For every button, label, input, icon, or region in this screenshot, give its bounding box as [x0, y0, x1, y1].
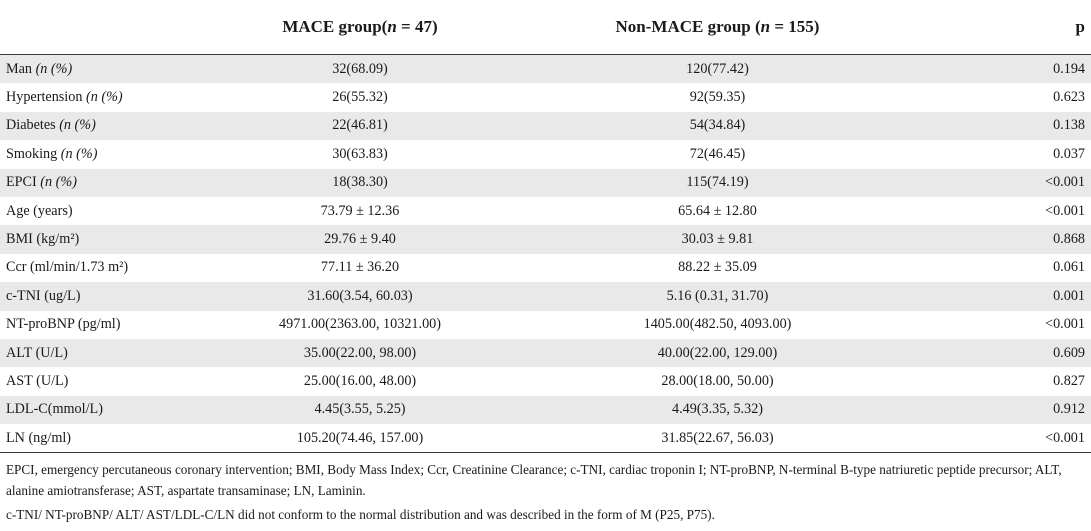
non-mace-value: 1405.00(482.50, 4093.00) — [530, 311, 905, 339]
row-label — [0, 311, 190, 339]
table-header — [0, 0, 1091, 55]
row-label — [0, 339, 190, 367]
footnote-abbreviations: EPCI, emergency percutaneous coronary intervention; BMI, Body Mass Index; Ccr, Creatinine Clearance; c-TNI, cardiac troponin I; NT-proBNP, N-terminal B-type natriuretic peptide precursor; ALT, alanine amiotransferase; AST, aspartate transaminase; LN, Laminin. — [6, 462, 1062, 498]
table-row — [0, 311, 1091, 339]
row-label-text: Hypertension — [6, 89, 83, 106]
table-row — [0, 282, 1091, 310]
p-value: <0.001 — [905, 311, 1091, 339]
mace-value: 4.45(3.55, 5.25) — [190, 396, 530, 424]
row-label-text: BMI (kg/m²) — [6, 231, 80, 248]
mace-value: 31.60(3.54, 60.03) — [190, 282, 530, 310]
table-row — [0, 83, 1091, 111]
row-label-text: Age (years) — [6, 202, 73, 219]
non-mace-value: 40.00(22.00, 129.00) — [530, 339, 905, 367]
p-value: 0.868 — [905, 225, 1091, 253]
mace-value: 77.11 ± 36.20 — [190, 254, 530, 282]
footnote-distribution: c-TNI/ NT-proBNP/ ALT/ AST/LDL-C/LN did not conform to the normal distribution and was described in the form of M (P25, P75). — [6, 507, 715, 522]
mace-value: 4971.00(2363.00, 10321.00) — [190, 311, 530, 339]
non-mace-value: 88.22 ± 35.09 — [530, 254, 905, 282]
table-row — [0, 225, 1091, 253]
row-label-text: ALT (U/L) — [6, 344, 68, 361]
mace-value: 26(55.32) — [190, 83, 530, 111]
row-label — [0, 112, 190, 140]
p-value: 0.827 — [905, 367, 1091, 395]
row-label — [0, 140, 190, 168]
header-mace-n-var: n — [387, 17, 397, 36]
mace-value: 32(68.09) — [190, 55, 530, 84]
table-row — [0, 367, 1091, 395]
non-mace-value: 5.16 (0.31, 31.70) — [530, 282, 905, 310]
header-non-n-value: = 155) — [770, 17, 820, 36]
row-label — [0, 225, 190, 253]
row-label-unit: (n (%) — [32, 60, 73, 77]
row-label — [0, 83, 190, 111]
p-value: 0.061 — [905, 254, 1091, 282]
row-label-text: Ccr (ml/min/1.73 m²) — [6, 259, 129, 276]
table-row — [0, 396, 1091, 424]
header-non-n-var: n — [760, 17, 771, 36]
mace-value: 30(63.83) — [190, 140, 530, 168]
header-label-column — [0, 0, 190, 55]
header-p-value: p — [905, 0, 1091, 55]
non-mace-value: 30.03 ± 9.81 — [530, 225, 905, 253]
mace-value: 73.79 ± 12.36 — [190, 197, 530, 225]
row-label-unit: (n (%) — [55, 117, 96, 134]
non-mace-value: 120(77.42) — [530, 55, 905, 84]
table-row — [0, 339, 1091, 367]
p-value: 0.623 — [905, 83, 1091, 111]
row-label-text: EPCI — [6, 174, 37, 191]
p-value: <0.001 — [905, 169, 1091, 197]
p-value: <0.001 — [905, 424, 1091, 453]
row-label — [0, 55, 190, 84]
table-row — [0, 140, 1091, 168]
table-row — [0, 424, 1091, 453]
mace-value: 35.00(22.00, 98.00) — [190, 339, 530, 367]
p-value: 0.609 — [905, 339, 1091, 367]
row-label — [0, 424, 190, 453]
non-mace-value: 31.85(22.67, 56.03) — [530, 424, 905, 453]
p-value: 0.138 — [905, 112, 1091, 140]
p-value: 0.001 — [905, 282, 1091, 310]
row-label — [0, 197, 190, 225]
row-label-text: c-TNI (ug/L) — [6, 287, 81, 304]
row-label-unit: (n (%) — [82, 89, 123, 106]
non-mace-value: 72(46.45) — [530, 140, 905, 168]
row-label — [0, 396, 190, 424]
table-row — [0, 55, 1091, 84]
header-row — [0, 0, 1091, 55]
table-footnotes — [6, 459, 1083, 525]
row-label-text: LN (ng/ml) — [6, 429, 72, 446]
header-mace-prefix: MACE group( — [282, 17, 388, 36]
header-non-prefix: Non-MACE group ( — [615, 17, 761, 36]
row-label-text: AST (U/L) — [6, 372, 69, 389]
header-mace-group — [190, 0, 530, 55]
row-label — [0, 254, 190, 282]
non-mace-value: 65.64 ± 12.80 — [530, 197, 905, 225]
p-value: 0.194 — [905, 55, 1091, 84]
non-mace-value: 54(34.84) — [530, 112, 905, 140]
row-label-unit: (n (%) — [57, 145, 98, 162]
mace-value: 25.00(16.00, 48.00) — [190, 367, 530, 395]
mace-value: 29.76 ± 9.40 — [190, 225, 530, 253]
table-row — [0, 254, 1091, 282]
non-mace-value: 4.49(3.35, 5.32) — [530, 396, 905, 424]
table-row — [0, 112, 1091, 140]
row-label — [0, 367, 190, 395]
header-mace-n-value: = 47) — [396, 17, 438, 36]
row-label — [0, 169, 190, 197]
p-value: 0.037 — [905, 140, 1091, 168]
mace-value: 105.20(74.46, 157.00) — [190, 424, 530, 453]
non-mace-value: 92(59.35) — [530, 83, 905, 111]
row-label-unit: (n (%) — [36, 174, 77, 191]
p-value: 0.912 — [905, 396, 1091, 424]
row-label-text: Man — [6, 60, 33, 77]
mace-value: 22(46.81) — [190, 112, 530, 140]
row-label-text: Smoking — [6, 145, 58, 162]
p-value: <0.001 — [905, 197, 1091, 225]
non-mace-value: 28.00(18.00, 50.00) — [530, 367, 905, 395]
row-label-text: Diabetes — [6, 117, 56, 134]
header-non-mace-group — [530, 0, 905, 55]
mace-value: 18(38.30) — [190, 169, 530, 197]
table-body — [0, 55, 1091, 453]
row-label — [0, 282, 190, 310]
non-mace-value: 115(74.19) — [530, 169, 905, 197]
row-label-text: NT-proBNP (pg/ml) — [6, 316, 121, 333]
table-row — [0, 197, 1091, 225]
row-label-text: LDL-C(mmol/L) — [6, 401, 103, 418]
table-row — [0, 169, 1091, 197]
